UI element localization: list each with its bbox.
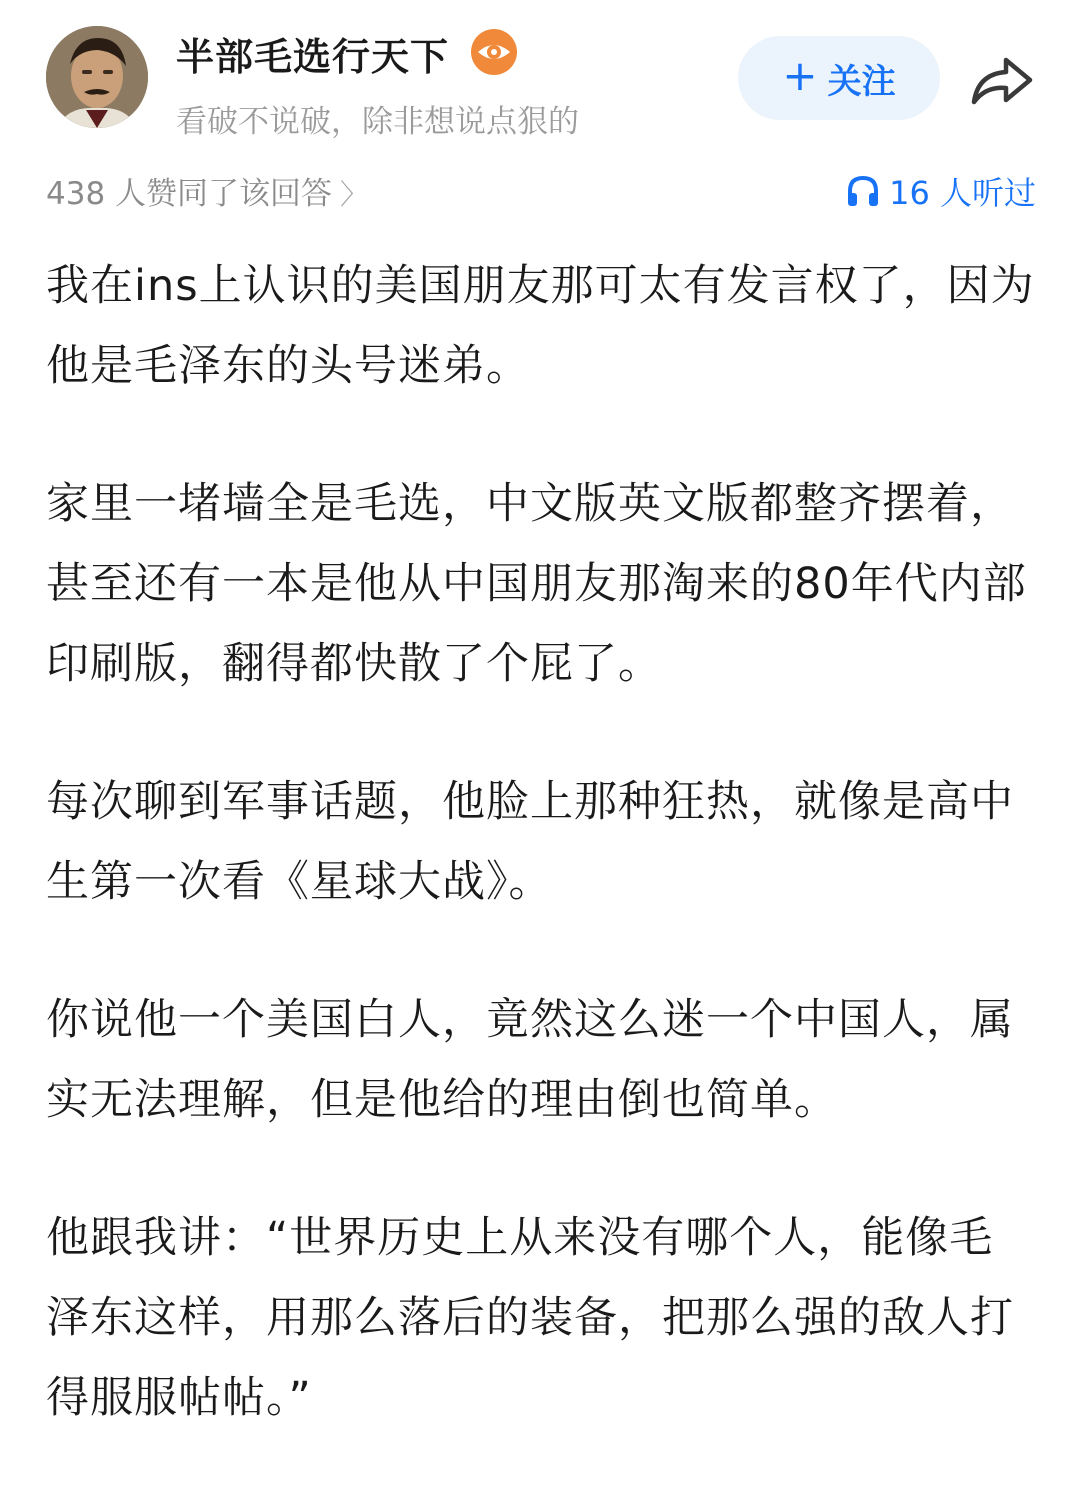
author-name[interactable]: 半部毛选行天下 <box>176 35 450 79</box>
headphones-icon <box>845 173 881 209</box>
answer-content <box>46 246 1036 1438</box>
answer-paragraph: 你说他一个美国白人，竟然这么迷一个中国人，属实无法理解，但是他给的理由倒也简单。 <box>46 995 1014 1125</box>
answer-paragraph: 他跟我讲：“世界历史上从来没有哪个人，能像毛泽东这样，用那么落后的装备，把那么强的敌人打得服服帖帖。” <box>46 1213 1014 1423</box>
plus-icon: + <box>782 51 818 100</box>
answer-paragraph: 我在ins上认识的美国朋友那可太有发言权了，因为他是毛泽东的头号迷弟。 <box>46 261 1035 391</box>
listen-count[interactable] <box>845 168 1036 214</box>
follow-button[interactable] <box>738 36 940 120</box>
author-bio: 看破不说破，除非想说点狠的 <box>176 104 579 140</box>
chevron-right-icon: 〉 <box>340 178 369 211</box>
share-arrow-icon[interactable] <box>966 44 1038 116</box>
answer-meta <box>46 168 1036 218</box>
answer-header <box>0 0 1080 150</box>
upvote-count-text: 438 人赞同了该回答 <box>46 176 333 212</box>
bottom-fade <box>0 1440 1080 1494</box>
eye-badge-icon <box>470 28 518 76</box>
upvote-count-link[interactable] <box>46 168 368 213</box>
answer-paragraph: 家里一堵墙全是毛选，中文版英文版都整齐摆着，甚至还有一本是他从中国朋友那淘来的80年代内部印刷版，翻得都快散了个屁了。 <box>46 479 1027 689</box>
follow-button-label: 关注 <box>827 61 896 102</box>
answer-paragraph: 每次聊到军事话题，他脸上那种狂热，就像是高中生第一次看《星球大战》。 <box>46 777 1014 907</box>
author-avatar[interactable] <box>46 26 148 128</box>
listen-count-text: 16 人听过 <box>889 174 1036 212</box>
